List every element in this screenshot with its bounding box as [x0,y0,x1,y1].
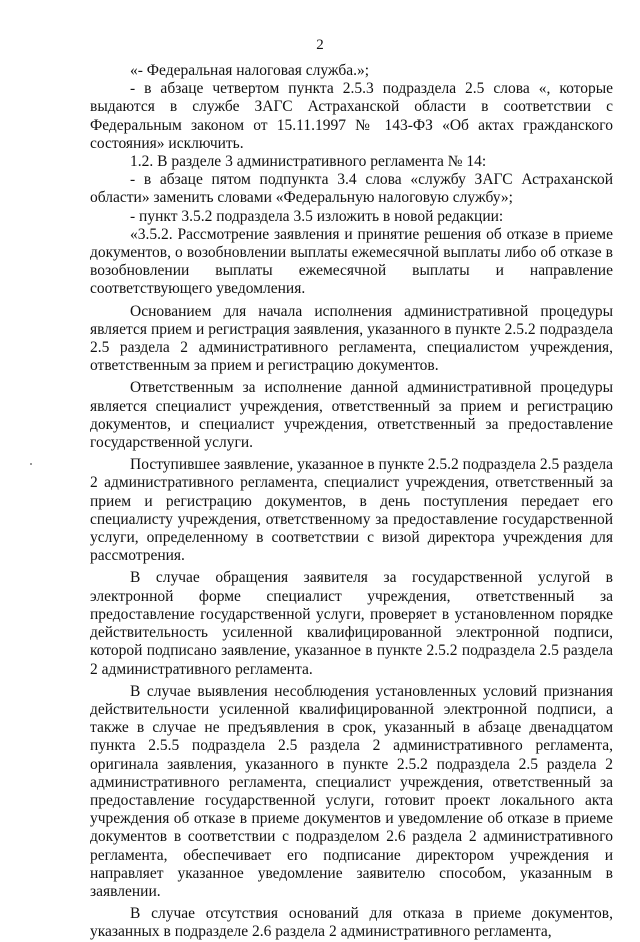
paragraph: «- Федеральная налоговая служба.»; [130,62,370,79]
document-body [90,62,613,942]
paragraph: - пункт 3.5.2 подраздела 3.5 изложить в новой редакции: [130,207,504,225]
paragraph: - в абзаце четвертом пункта 2.5.3 подраздела 2.5 слова «, которые выдаются в службе ЗАГС Астраханской области в соответствии с Федеральным законом от 15.11.1997 № 143-ФЗ «Об актах гражданского состояния» исключить. [90,80,613,152]
paragraph: В случае выявления несоблюдения установленных условий признания действительности усиленной квалифицированной электронной подписи, а также в случае не предъявления в срок, указанный в абзаце двенадцатом пункта 2.5.5 подраздела 2.5 раздела 2 административного регламента, оригинала заявления, указанного в пункте 2.5.2 подраздела 2.5 раздела 2 административного регламента, специалист учреждения, ответственный за предоставление государственной услуги, готовит проект локального акта учреждения об отказе в приеме документов и уведомление об отказе в приеме документов в соответствии с подразделом 2.6 раздела 2 административного регламента, обеспечивает его подписание директором учреждения и направляет указанное уведомление заявителю способом, указанным в заявлении. [90,682,613,900]
scan-speck [30,463,32,465]
paragraph: В случае обращения заявителя за государственной услугой в электронной форме специалист учреждения, ответственный за предоставление государственной услуги, проверяет в установленном порядке действительность усиленной квалифицированной электронной подписи, которой подписано заявление, указанное в пункте 2.5.2 подраздела 2.5 раздела 2 административного регламента. [90,569,613,678]
paragraph: «3.5.2. Рассмотрение заявления и принятие решения об отказе в приеме документов, о возобновлении выплаты ежемесячной выплаты либо об отказе в возобновлении выплаты ежемесячной выплаты и направление соответствующего уведомления. [90,225,613,298]
paragraph: 1.2. В разделе 3 административного регламента № 14: [130,153,487,171]
paragraph: Ответственным за исполнение данной административной процедуры является специалист учреждения, ответственный за прием и регистрацию документов, и специалист учреждения, ответственный за предоставление государственной услуги. [90,379,613,452]
paragraph: В случае отсутствия оснований для отказа в приеме документов, указанных в подразделе 2.6 раздела 2 административного регламента, [90,905,613,941]
paragraph: Основанием для начала исполнения административной процедуры является прием и регистрация заявления, указанного в пункте 2.5.2 подраздела 2.5 раздела 2 административного регламента, специалистом учреждения, ответственным за прием и регистрацию документов. [90,302,613,375]
paragraph: Поступившее заявление, указанное в пункте 2.5.2 подраздела 2.5 раздела 2 административного регламента, специалист учреждения, ответственный за прием и регистрацию документов, в день поступления передает его специалисту учреждения, ответственному за предоставление государственной услуги, определенному в соответствии с визой директора учреждения для рассмотрения. [90,456,613,565]
page-number: 2 [316,37,324,53]
paragraph: - в абзаце пятом подпункта 3.4 слова «службу ЗАГС Астраханской области» заменить словами «Федеральную налоговую службу»; [90,171,613,207]
